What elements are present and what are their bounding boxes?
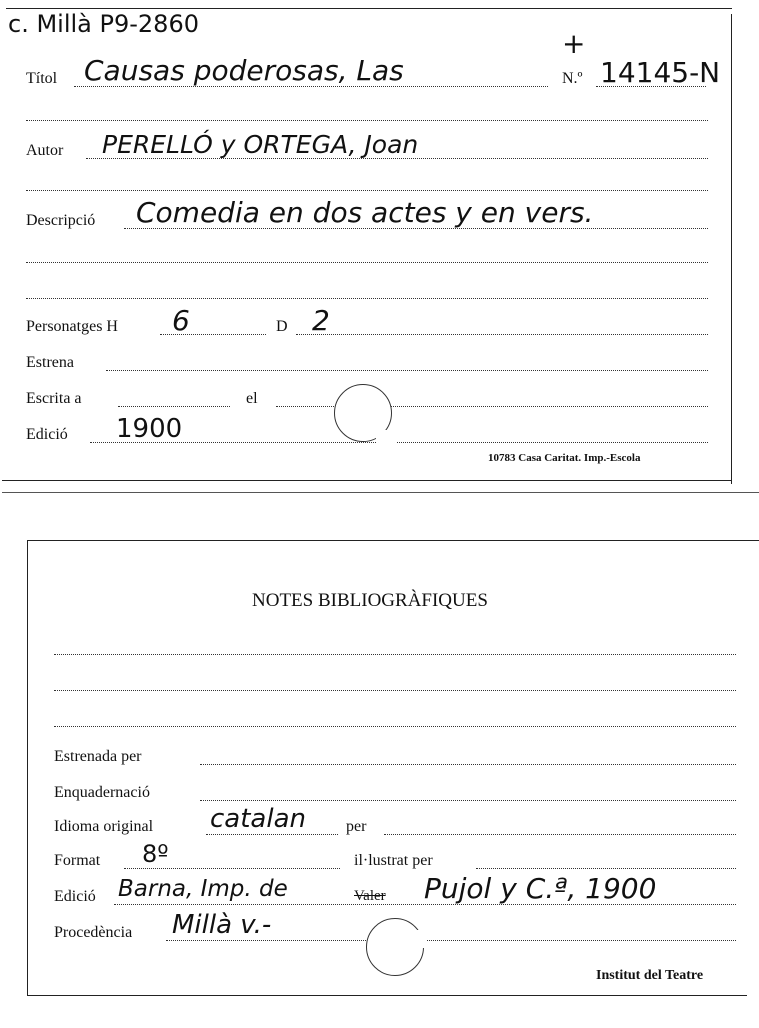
catalog-card-back (0, 520, 759, 1028)
format-value: 8º (142, 840, 169, 868)
autor-label: Autor (26, 142, 64, 159)
printer-footer: 10783 Casa Caritat. Imp.-Escola (488, 452, 641, 464)
numero-label: N.º (562, 70, 583, 87)
cross-mark: + (562, 27, 586, 60)
enquadernacio-label: Enquadernació (54, 784, 150, 801)
descripcio-value: Comedia en dos actes y en vers. (136, 196, 594, 229)
format-illustrat-label: il·lustrat per (354, 852, 433, 869)
personatges-label: Personatges H (26, 318, 118, 335)
edicio-label: Edició (54, 888, 96, 905)
personatges-h-value: 6 (172, 304, 190, 337)
escrita-label: Escrita a (26, 390, 82, 407)
catalog-card-front (0, 0, 759, 495)
edicio-struck-word: Valer (354, 888, 386, 904)
card-bottom-edge (27, 995, 747, 996)
institut-footer: Institut del Teatre (596, 968, 704, 983)
estrenada-label: Estrenada per (54, 748, 142, 765)
escrita-el-label: el (246, 390, 258, 407)
card-bottom-edge-shadow (2, 492, 759, 493)
descripcio-label: Descripció (26, 212, 96, 229)
edicio-label: Edició (26, 426, 68, 443)
edicio-printer: Barna, Imp. de (118, 876, 288, 902)
format-label: Format (54, 852, 101, 869)
idioma-per-label: per (346, 818, 367, 835)
titol-label: Títol (26, 70, 58, 87)
idioma-value: catalan (210, 804, 306, 834)
autor-value: PERELLÓ y ORTEGA, Joan (102, 130, 419, 159)
numero-value: 14145-N (600, 56, 721, 89)
edicio-value: Pujol y C.ª, 1900 (424, 872, 657, 905)
card-bottom-edge (2, 480, 732, 481)
titol-value: Causas poderosas, Las (84, 54, 404, 87)
header-call-number: c. Millà P9-2860 (8, 10, 199, 38)
procedencia-value: Millà v.- (172, 910, 272, 940)
personatges-d-value: 2 (312, 304, 330, 337)
card-top-edge (28, 540, 759, 541)
card-top-edge (6, 8, 732, 9)
card-title: NOTES BIBLIOGRÀFIQUES (252, 590, 488, 611)
card-left-edge (27, 540, 28, 995)
idioma-label: Idioma original (54, 818, 154, 835)
personatges-d-label: D (276, 318, 288, 335)
procedencia-label: Procedència (54, 924, 133, 941)
card-right-edge (731, 14, 732, 484)
edicio-value: 1900 (116, 414, 183, 444)
estrena-label: Estrena (26, 354, 74, 371)
